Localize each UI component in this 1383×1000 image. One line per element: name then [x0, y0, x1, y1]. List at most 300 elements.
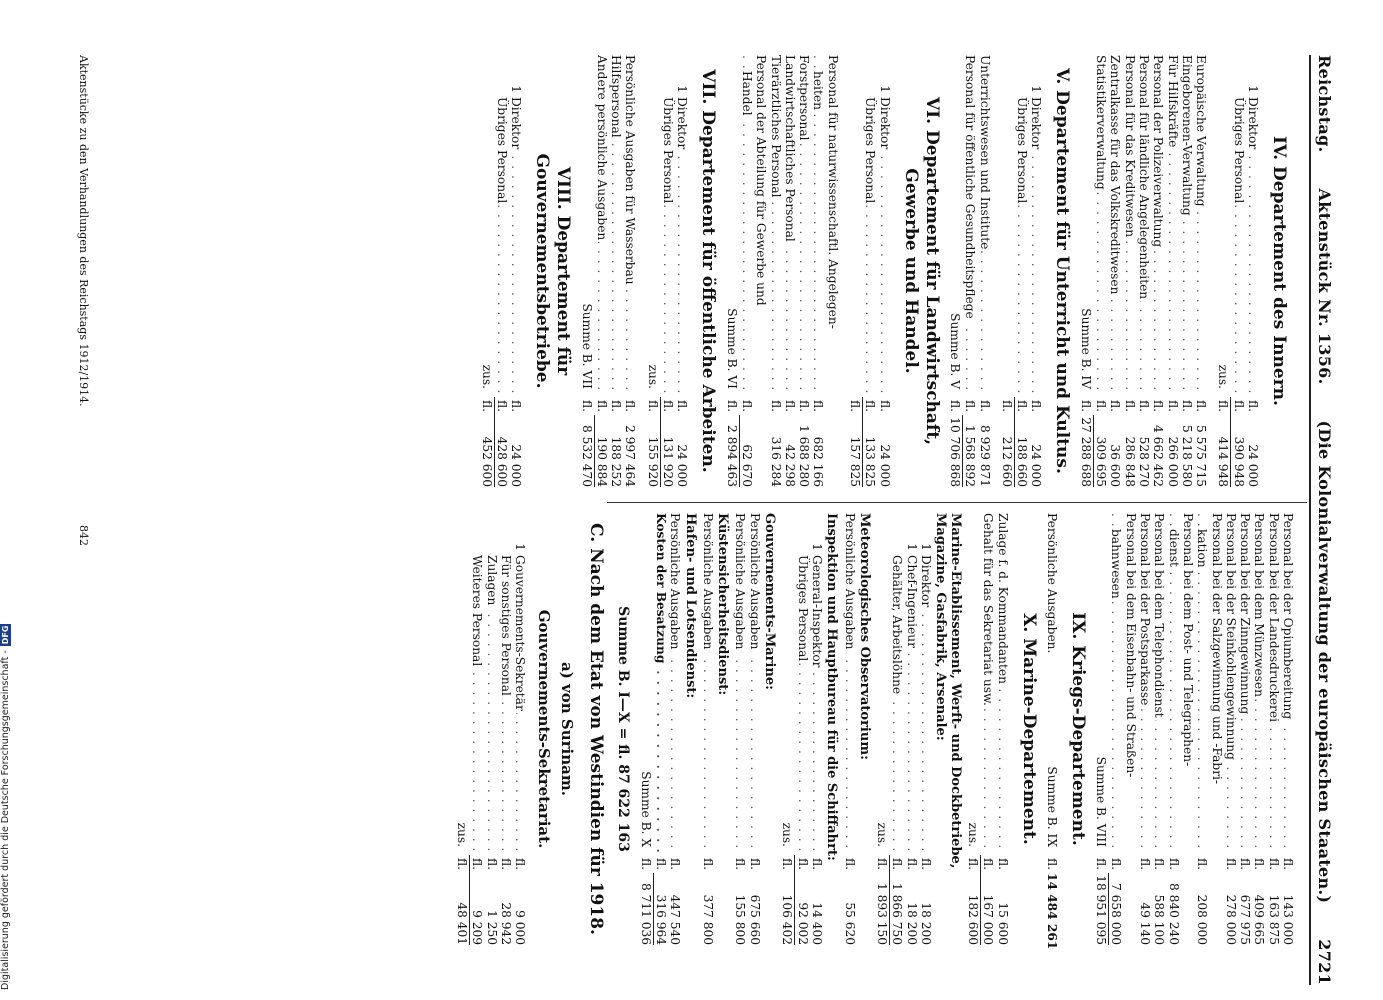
currency: fl. [1166, 857, 1181, 870]
table-row [1266, 513, 1280, 945]
amount: 14 484 261 [1044, 873, 1059, 950]
section-viii [479, 55, 573, 487]
amount: 8 840 240 [1166, 882, 1181, 945]
row-label: dienst . . . [1166, 513, 1180, 855]
table-row [499, 513, 513, 945]
currency: fl. [842, 857, 857, 870]
currency: fl. [739, 399, 754, 412]
amount: 1 893 150 [875, 873, 890, 945]
amount: 42 298 [782, 444, 797, 487]
amount: 266 000 [1165, 436, 1180, 487]
rows [963, 55, 992, 487]
currency: fl. [623, 399, 638, 412]
currency: fl. [495, 399, 510, 412]
amount: 1 568 892 [963, 424, 978, 487]
subsection-heading: Küstensicherheitsdienst: [715, 513, 731, 696]
amount: 18 951 095 [1094, 873, 1109, 945]
currency: fl. [1152, 857, 1167, 870]
subtotal-label: zus. [1216, 364, 1231, 389]
table-row [1165, 55, 1179, 487]
currency: fl. [1231, 399, 1246, 412]
row-label: Europäische Verwaltung . . . [1194, 55, 1208, 397]
amount: 2 894 463 [724, 415, 739, 487]
row-label: Direktor . . . [509, 97, 523, 397]
amount: 428 600 [495, 436, 510, 487]
table-row [609, 55, 623, 487]
amount: 167 000 [981, 894, 996, 945]
row-label: Kosten der Besatzung . . . [654, 513, 668, 855]
row-count: 1 [919, 543, 934, 551]
rows [1231, 55, 1260, 487]
amount: 588 100 [1152, 894, 1167, 945]
rows [1094, 55, 1208, 487]
section-title: V. Departement für Unterricht und Kultus. [1052, 68, 1073, 474]
currency: fl. [638, 857, 653, 870]
header-left: Reichstag. [1315, 55, 1335, 153]
row-label: kation . . . [1195, 513, 1209, 855]
amount: 682 166 [811, 436, 826, 487]
rows [981, 513, 1010, 945]
table-row [810, 513, 824, 945]
currency: fl. [811, 399, 826, 412]
amount: 18 200 [904, 902, 919, 945]
currency: fl. [470, 857, 485, 870]
currency: fl. [977, 399, 992, 412]
row-label: Übriges Personal . . . [495, 97, 509, 397]
row-label: Übriges Personal . . . [1231, 97, 1245, 397]
currency: fl. [498, 857, 513, 870]
amount: 452 600 [479, 415, 494, 487]
row-label: Handel . . . [740, 55, 754, 397]
amount: 677 975 [1238, 894, 1253, 945]
amount: 316 964 [654, 894, 669, 945]
currency: fl. [1179, 399, 1194, 412]
row-label: Direktor . . . [919, 555, 933, 855]
table-row [1123, 513, 1137, 945]
row-label: Zulage f. d. Kommandanten . . . [995, 513, 1009, 855]
table-row [1044, 513, 1059, 950]
sum-label: Summe B. X [638, 771, 653, 847]
sum-row [948, 55, 963, 487]
table-row [1029, 55, 1043, 487]
rows [1224, 513, 1295, 945]
table-row [701, 513, 715, 945]
row-label: Landwirtschaftliches Personal . . . [783, 55, 797, 397]
table-row [919, 513, 933, 945]
currency: fl. [1029, 399, 1044, 412]
amount: 24 000 [1029, 444, 1044, 487]
row-count: 1 [809, 543, 824, 551]
rows [1015, 55, 1044, 487]
header-center-title: (Die Kolonialverwaltung der europäischen Staaten.) [1315, 420, 1335, 904]
row-label: Personal für ländliche Angelegenheiten . . . [1137, 55, 1151, 397]
row-label: Direktor . . . [1246, 97, 1260, 397]
table-row [797, 55, 811, 487]
amount: 5 218 580 [1179, 424, 1194, 487]
row-label: Statistikerverwaltung . . . [1094, 55, 1108, 397]
amount: 8 711 036 [638, 873, 653, 945]
table-row [1224, 513, 1238, 945]
amount: 414 948 [1216, 415, 1231, 487]
row-label: Weiteres Personal . . . [470, 555, 484, 855]
amount: 163 875 [1266, 894, 1281, 945]
currency: fl. [795, 857, 810, 870]
row-label: Übriges Personal . . . [1015, 97, 1029, 397]
row-label: Persönliche Ausgaben . . . [733, 513, 747, 855]
currency: fl. [947, 399, 962, 412]
currency: fl. [877, 399, 892, 412]
currency: fl. [1165, 399, 1180, 412]
currency: fl. [1246, 399, 1260, 412]
running-header [1313, 55, 1335, 985]
amount: 24 000 [877, 444, 892, 487]
row-count: 1 [675, 85, 690, 93]
currency: fl. [1216, 397, 1231, 415]
section-ix [1044, 513, 1088, 950]
amount: 188 252 [609, 436, 624, 487]
row-label: Für sonstiges Personal . . . [499, 555, 513, 855]
currency: fl. [768, 399, 783, 412]
currency: fl. [981, 857, 996, 870]
sum-label: Summe B. V [947, 313, 962, 389]
sum-row [724, 55, 739, 487]
currency: fl. [724, 399, 739, 412]
dfg-logo: DFG [0, 625, 10, 645]
table-row [1246, 55, 1260, 487]
table-row [675, 55, 689, 487]
currency: fl. [1252, 857, 1267, 870]
row-label: Personal bei dem Telephondienst . . . [1152, 513, 1166, 855]
table-row [1231, 55, 1245, 487]
currency: fl. [609, 399, 624, 412]
subtotal-row [1000, 55, 1015, 487]
table-row [470, 513, 484, 945]
amount: 190 884 [594, 436, 609, 487]
row-label: General-Inspektor . . . [810, 555, 824, 855]
row-label: Personal für das Kreditwesen . . . [1122, 55, 1136, 397]
currency: fl. [733, 857, 748, 870]
amount: 7 658 000 [1109, 882, 1124, 945]
table-row [904, 513, 918, 945]
amount: 24 000 [509, 444, 524, 487]
currency: fl. [1044, 857, 1059, 870]
amount: 131 920 [661, 436, 676, 487]
section-title: IV. Departement des Innern. [1269, 136, 1289, 406]
table-row [495, 55, 509, 487]
currency: fl. [1108, 399, 1123, 412]
table-row [1138, 513, 1152, 945]
section-title: VIII. Departement für Gouvernementsbetriebe. [532, 153, 574, 389]
amount: 188 660 [1015, 436, 1030, 487]
table-row [795, 513, 809, 945]
amount: 390 948 [1231, 436, 1246, 487]
row-label: Persönliche Ausgaben . . . [842, 513, 856, 855]
amount: 447 540 [668, 894, 683, 945]
amount: 316 284 [768, 436, 783, 487]
currency: fl. [1223, 857, 1238, 870]
sum-label: Summe B. VI [724, 308, 739, 389]
amount: 14 400 [809, 902, 824, 945]
table-row [1281, 513, 1295, 945]
table-row [977, 55, 991, 487]
currency: fl. [904, 857, 919, 870]
row-label: Persönliche Ausgaben . . . [748, 513, 762, 855]
row-label: Gehalt für das Sekretariat usw. . . . [981, 513, 995, 855]
section-vi [724, 55, 941, 487]
currency: fl. [646, 397, 661, 415]
table-row [748, 513, 762, 945]
amount: 9 209 [470, 910, 485, 945]
currency: fl. [654, 857, 669, 870]
sum-label: Summe B. VII [579, 303, 594, 389]
sum-label: Summe B. IV [1078, 308, 1093, 389]
amount: 24 000 [675, 444, 690, 487]
subtotal-label: zus. [479, 364, 494, 389]
sum-label: Summe B. IX [1044, 766, 1059, 847]
section-title: VI. Departement für Landwirtschaft, Gewerbe und Handel. [900, 96, 942, 446]
row-label: Andere persönliche Ausgaben . . . [595, 55, 609, 397]
row-label: Personal bei dem Eisenbahn- und Straßen- [1123, 513, 1138, 778]
currency: fl. [1122, 399, 1137, 412]
row-label: Übriges Personal . . . [795, 555, 809, 855]
amount: 8 532 470 [579, 415, 594, 487]
table-row [1122, 55, 1136, 487]
amount: 49 140 [1138, 902, 1153, 945]
currency: fl. [579, 399, 594, 412]
amount: 1 866 750 [890, 882, 905, 945]
amount: 18 200 [919, 902, 934, 945]
section-title: X. Marine-Departement. [1018, 613, 1039, 845]
amount: 36 600 [1108, 444, 1123, 487]
rows [863, 55, 892, 487]
sum-label: Summe B. VIII [1094, 756, 1109, 847]
amount: 208 000 [1195, 894, 1210, 945]
sum-row [638, 513, 653, 945]
table-row [981, 513, 995, 945]
row-label: Zulagen . . . [484, 555, 498, 855]
currency: fl. [863, 399, 878, 412]
currency: fl. [700, 857, 715, 870]
table-row [1108, 55, 1122, 487]
table-row [509, 55, 523, 487]
row-label: Übriges Personal . . . [863, 97, 877, 397]
rows [795, 513, 824, 945]
currency: fl. [919, 857, 934, 870]
row-label: Personal bei der Landesdruckerei . . . [1266, 513, 1280, 855]
row-label: Personal bei der Postsparkasse . . . [1138, 513, 1152, 855]
currency: fl. [1194, 399, 1209, 412]
table-row [963, 55, 977, 487]
table-row [783, 55, 797, 487]
table-row [1166, 513, 1180, 945]
subsection-heading: Marine-Etablissement, Werft- und Dockbetriebe, Magazine, Gasfabrik, Arsenale: [933, 513, 963, 869]
rows [733, 513, 762, 945]
row-label: Direktor . . . [675, 97, 689, 397]
table-row [825, 55, 839, 487]
section-iv [1078, 55, 1289, 487]
row-label: Personal bei der Opiumbereitung . . . [1281, 513, 1295, 855]
amount: 28 942 [498, 902, 513, 945]
amount: 182 600 [966, 873, 981, 945]
section-c [455, 513, 606, 945]
row-label: Forstpersonal . . . [797, 55, 811, 397]
row-label: Personal der Abteilung für Gewerbe und [754, 55, 769, 306]
currency: fl. [809, 857, 824, 870]
row-label: Übriges Personal . . . [661, 97, 675, 397]
row-label: heiten . . . [811, 55, 825, 397]
currency: fl. [455, 855, 470, 873]
row-label: Eingeborenen-Verwaltung . . . [1180, 55, 1194, 397]
section-vii [579, 55, 718, 487]
currency: fl. [848, 397, 863, 415]
amount: 92 002 [795, 902, 810, 945]
table-row [995, 513, 1009, 945]
amount: 1 250 [484, 910, 499, 945]
subtotal-row [780, 513, 795, 945]
table-row [1181, 513, 1195, 945]
table-row [1195, 513, 1209, 945]
amount: 10 706 868 [948, 415, 963, 487]
currency: fl. [1094, 857, 1109, 870]
currency: fl. [1109, 857, 1124, 870]
currency: fl. [594, 399, 609, 412]
rows [768, 55, 811, 487]
table-row [661, 55, 675, 487]
row-label: Unterrichtswesen und Institute . . . [977, 55, 991, 397]
row-label: Für Hilfskräfte . . . [1165, 55, 1179, 397]
currency: fl. [661, 399, 676, 412]
row-count: 1 [513, 543, 528, 551]
sum-row [579, 55, 594, 487]
page-number: 2721 [1315, 939, 1335, 985]
row-label: Personal für naturwissenschaftl. Angelegen- [825, 55, 840, 329]
subsection-heading: Hafen- und Lotsendienst: [682, 513, 698, 699]
currency: fl. [1266, 857, 1281, 870]
table-row [1109, 513, 1123, 945]
row-label: Gouvernements-Sekretär . . . [513, 555, 527, 855]
column-divider [607, 502, 1307, 503]
left-column [479, 55, 1295, 487]
table-row [842, 513, 856, 945]
amount: 48 401 [455, 873, 470, 945]
currency: fl. [963, 399, 978, 412]
section-v [948, 55, 1073, 487]
subtotal-row [875, 513, 890, 945]
currency: fl. [1078, 399, 1093, 412]
row-label: Personal für öffentliche Gesundheitspflege . . . [963, 55, 977, 397]
amount: 9 000 [513, 910, 528, 945]
row-label: Hilfspersonal . . . [609, 55, 623, 397]
row-label: Chef-Ingenieur . . . [904, 555, 918, 855]
table-row [513, 513, 527, 945]
amount: 309 695 [1094, 436, 1109, 487]
currency: fl. [1000, 397, 1015, 415]
currency: fl. [780, 855, 795, 873]
table-row [654, 513, 668, 945]
row-label: Personal bei der Zinngewinnung . . . [1238, 513, 1252, 855]
table-row [890, 513, 904, 945]
amount: 278 000 [1223, 894, 1238, 945]
amount: 106 402 [780, 873, 795, 945]
header-rule [1309, 55, 1311, 985]
currency: fl. [509, 399, 524, 412]
rows [1138, 513, 1167, 945]
table-row [668, 513, 682, 945]
amount: 675 660 [747, 894, 762, 945]
currency: fl. [890, 857, 905, 870]
currency: fl. [484, 857, 499, 870]
amount: 528 270 [1136, 436, 1151, 487]
rows [470, 513, 527, 945]
subtotal-row [966, 513, 981, 945]
row-label: Personal bei dem Münzwesen . . . [1252, 513, 1266, 855]
table-row [1238, 513, 1252, 945]
currency: fl. [479, 397, 494, 415]
currency: fl. [797, 399, 812, 412]
amount: 55 620 [842, 902, 857, 945]
amount: 133 825 [863, 436, 878, 487]
table-row [811, 55, 825, 487]
row-label: Tierärztliches Personal . . . [768, 55, 782, 397]
table-row [623, 55, 637, 487]
digitization-credit [0, 0, 12, 990]
table-row [733, 513, 747, 945]
row-label: Direktor . . . [1029, 97, 1043, 397]
row-label: Persönliche Ausgaben. [1044, 513, 1059, 654]
row-label: Persönliche Ausgaben . . . [668, 513, 682, 855]
row-label: Personal der Polizeiverwaltung . . . [1151, 55, 1165, 397]
subtotal-label: zus. [875, 822, 890, 847]
currency: fl. [1015, 399, 1030, 412]
rows [890, 513, 933, 945]
subsection-heading: Gouvernements-Marine: [762, 513, 778, 690]
table-row [1180, 55, 1194, 487]
header-center: Aktenstück Nr. 1356. [1315, 188, 1335, 385]
credit-text: Digitalisierung gefördert durch die Deutsche Forschungsgemeinschaft - [0, 650, 11, 990]
table-row [1194, 55, 1208, 487]
amount: 24 000 [1246, 444, 1260, 487]
row-label: bahnwesen . . . [1109, 513, 1123, 855]
amount: 62 670 [739, 444, 754, 487]
row-label: Zentralkasse für das Volkskreditwesen . . . [1108, 55, 1122, 397]
rows [495, 55, 524, 487]
row-label: Personal bei der Salzgewinnung und -Fabri- [1209, 513, 1224, 785]
amount: 155 920 [646, 415, 661, 487]
subtotal-row [646, 55, 661, 487]
amount: 286 848 [1122, 436, 1137, 487]
currency: fl. [1094, 399, 1109, 412]
row-label: Personal bei dem Post- und Telegraphen- [1180, 513, 1195, 767]
row-label: Direktor . . . [877, 97, 891, 397]
subsection-heading: Inspektion und Hauptbureau für die Schiffahrt: [824, 513, 840, 861]
currency: fl. [782, 399, 797, 412]
subtotal-row [479, 55, 494, 487]
table-row [1094, 55, 1108, 487]
amount: 157 825 [848, 415, 863, 487]
amount: 212 660 [1000, 415, 1015, 487]
table-row [863, 55, 877, 487]
rows [661, 55, 690, 487]
row-count: 1 [509, 85, 524, 93]
table-row [768, 55, 782, 487]
currency: fl. [1138, 857, 1153, 870]
currency: fl. [675, 399, 690, 412]
right-column [454, 513, 1295, 950]
currency: fl. [966, 855, 981, 873]
table-row [595, 55, 609, 487]
section-x [638, 513, 1038, 945]
amount: 2 997 464 [623, 424, 638, 487]
